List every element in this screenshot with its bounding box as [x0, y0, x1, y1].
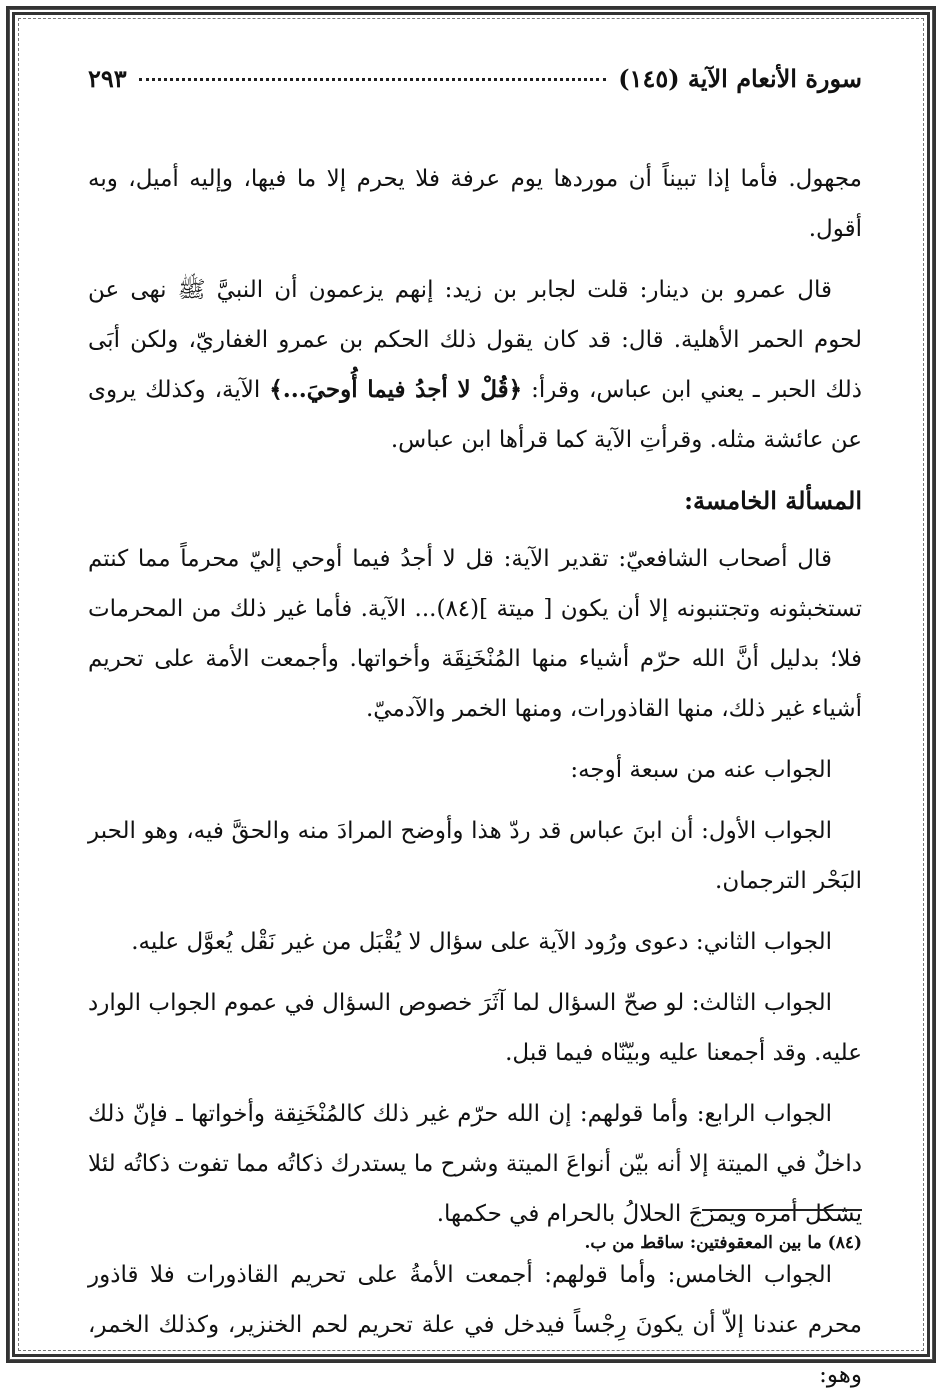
- paragraph-2-part-a: قال عمرو بن دينار: قلت لجابر بن زيد: إنهم يزعمون أن النبيَّ ﷺ نهى عن لحوم الحمر الأهلية. قال: قد كان يقول ذلك الحكم بن عمرو الغفاريّ، ولكن أبَى ذلك الحبر ـ يعني ابن عباس، وقرأ:: [88, 277, 863, 403]
- section-paragraph-5: الجواب الثالث: لو صحّ السؤال لما آثَرَ خصوص السؤال في عموم الجواب الوارد عليه. وقد أجمعنا عليه وبيّنّاه فيما قبل.: [88, 990, 862, 1066]
- quran-quote: ﴿قُلْ لا أجدُ فيما أُوحيَ...﴾: [269, 376, 523, 403]
- paragraph-1: مجهول. فأما إذا تبيناً أن موردها يوم عرفة فلا يحرم إلا ما فيها، وإليه أميل، وبه أقول.: [88, 166, 862, 242]
- page-body: [88, 154, 862, 1400]
- running-header: [88, 64, 862, 112]
- header-dot-leader: [139, 78, 607, 81]
- section-paragraph-3: الجواب الأول: أن ابنَ عباس قد ردّ هذا وأوضح المرادَ منه والحقَّ فيه، وهو الحبر البَحْر الترجمان.: [88, 818, 862, 894]
- page-number: ٢٩٣: [88, 64, 127, 93]
- section-paragraph-2: الجواب عنه من سبعة أوجه:: [570, 757, 832, 783]
- footnote-divider: [702, 1209, 862, 1211]
- paragraph-2-part-b: الآية، وكذلك يروى عن عائشة مثله. وقرأتِ الآية كما قرأها ابن عباس.: [88, 377, 862, 453]
- section-heading: المسألة الخامسة:: [684, 486, 862, 515]
- header-title: سورة الأنعام الآية (١٤٥): [618, 64, 862, 93]
- footnote: (٨٤) ما بين المعقوفتين: ساقط من ب.: [584, 1233, 862, 1253]
- paragraph-2: [88, 265, 862, 465]
- page-content: [88, 64, 863, 1388]
- section-paragraph-6: الجواب الرابع: وأما قولهم: إن الله حرّم غير ذلك كالمُنْخَنِقة وأخواتها ـ فإنّ ذلك داخلٌ في الميتة إلا أنه بيّن أنواعَ الميتة وشرح ما يستدرك ذكاتُه مما تفوت ذكاتُه لئلا يشكل أمره ويمزجَ الحلالُ بالحرام في حكمها.: [88, 1101, 862, 1227]
- section-paragraph-1: قال أصحاب الشافعيّ: تقدير الآية: قل لا أجدُ فيما أوحي إليّ محرماً مما كنتم تستخبثونه وتجتنبونه إلا أن يكون [ ميتة ](٨٤)... الآية. فأما غير ذلك من المحرمات فلا؛ بدليل أنَّ الله حرّم أشياء منها المُنْخَنِقَة وأخواتها. وأجمعت الأمة على تحريم أشياء غير ذلك، منها القاذورات، ومنها الخمر والآدميّ.: [88, 546, 862, 722]
- section-paragraph-4: الجواب الثاني: دعوى ورُود الآية على سؤال لا يُقْبَل من غير نَقْل يُعوَّل عليه.: [131, 929, 832, 955]
- section-paragraph-7: الجواب الخامس: وأما قولهم: أجمعت الأمةُ على تحريم القاذورات فلا قاذور محرم عندنا إلاّ أن يكونَ رِجْساً فيدخل في علة تحريم لحم الخنزير، وكذلك الخمر، وهو:: [88, 1262, 862, 1388]
